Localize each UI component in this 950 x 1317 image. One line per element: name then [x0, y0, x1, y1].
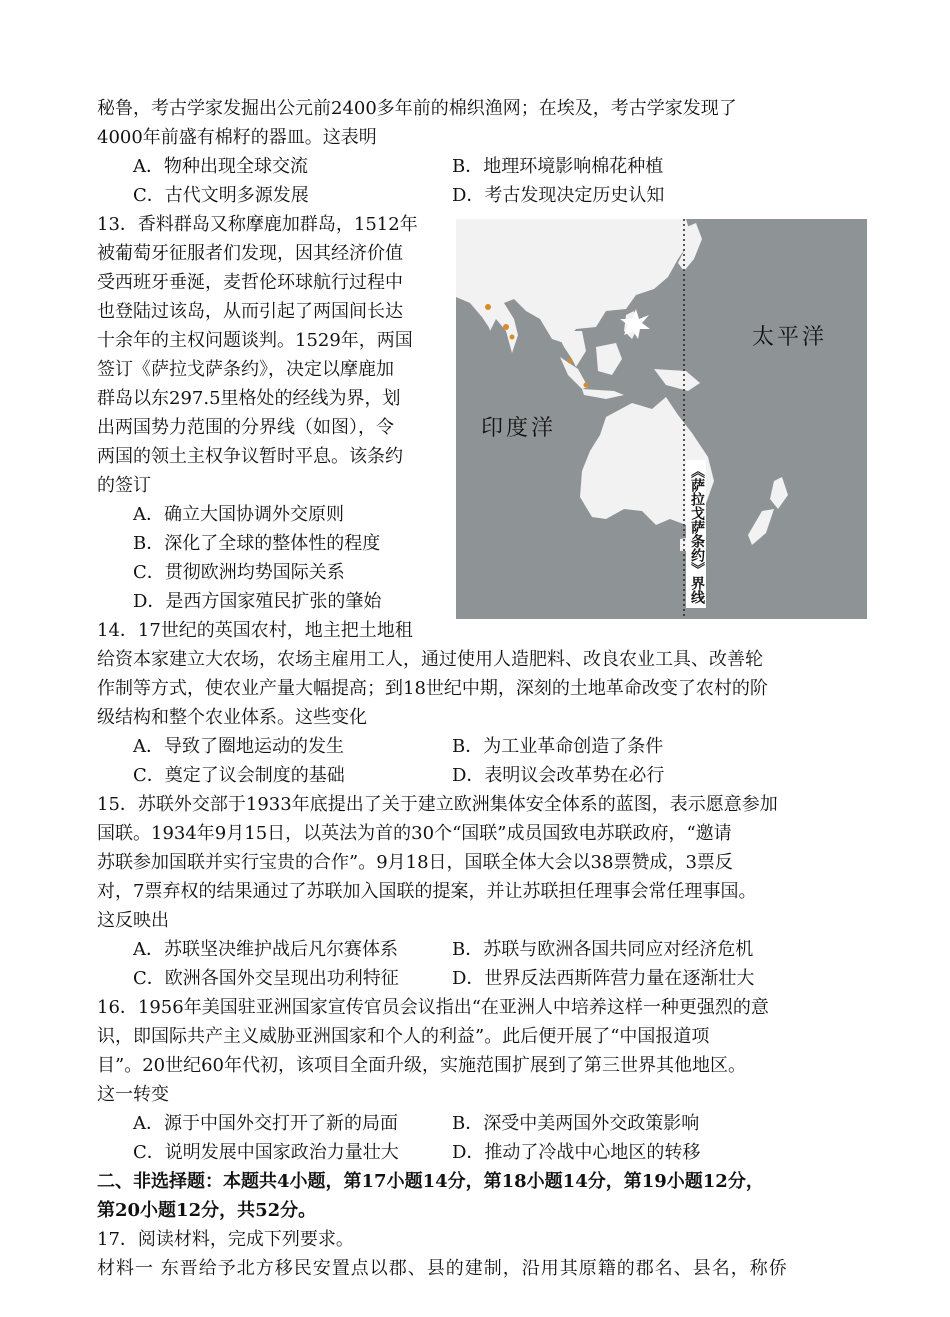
q14-option-b: B．为工业革命创造了条件: [452, 736, 664, 757]
q13-line-10: 的签订: [97, 475, 151, 496]
q13-line-9: 两国的领土主权争议暂时平息。该条约: [97, 446, 403, 467]
q14-line-3: 作制等方式，使农业产量大幅提高；到18世纪中期，深刻的土地革命改变了农村的阶: [97, 678, 768, 699]
q13-line-7: 群岛以东297.5里格处的经线为界，划: [97, 388, 401, 409]
q14-option-d: D．表明议会改革势在必行: [452, 765, 665, 786]
q13-option-c: C．贯彻欧洲均势国际关系: [133, 562, 345, 583]
q13-line-6: 签订《萨拉戈萨条约》，决定以摩鹿加: [97, 359, 394, 380]
q13-line-8: 出两国势力范围的分界线（如图），令: [97, 417, 394, 438]
q15-option-d: D．世界反法西斯阵营力量在逐渐壮大: [452, 968, 755, 989]
q17-intro: 17．阅读材料，完成下列要求。: [97, 1229, 354, 1250]
q16-option-d: D．推动了冷战中心地区的转移: [452, 1142, 701, 1163]
treaty-line-label: 《萨拉戈萨条约》界线: [686, 460, 706, 608]
q15-line-1: 15．苏联外交部于1933年底提出了关于建立欧洲集体安全体系的蓝图，表示愿意参加: [97, 794, 778, 815]
q16-line-3: 目”。20世纪60年代初，该项目全面升级，实施范围扩展到了第三世界其他地区。: [97, 1055, 747, 1076]
q13-line-1: 13．香料群岛又称摩鹿加群岛，1512年: [97, 214, 418, 235]
q13-line-2: 被葡萄牙征服者们发现，因其经济价值: [97, 243, 403, 264]
q16-option-b: B．深受中美两国外交政策影响: [452, 1113, 700, 1134]
q13-option-b: B．深化了全球的整体性的程度: [133, 533, 381, 554]
q15-option-b: B．苏联与欧洲各国共同应对经济危机: [452, 939, 754, 960]
q14-line-1: 14．17世纪的英国农村，地主把土地租: [97, 620, 413, 641]
pacific-ocean-label: 太平洋: [752, 325, 828, 350]
q14-option-a: A．导致了圈地运动的发生: [133, 736, 344, 757]
q12-option-d: D．考古发现决定历史认知: [452, 185, 665, 206]
q15-line-4: 对，7票弃权的结果通过了苏联加入国联的提案，并让苏联担任理事会常任理事国。: [97, 881, 757, 902]
q13-line-5: 十余年的主权问题谈判。1529年，两国: [97, 330, 413, 351]
moluccas-marker: [620, 309, 650, 339]
q16-line-2: 识，即国际共产主义威胁亚洲国家和个人的利益”。此后便开展了“中国报道项: [97, 1026, 710, 1047]
q17-material-1: 材料一 东晋给予北方移民安置点以郡、县的建制，沿用其原籍的郡名、县名，称侨: [97, 1258, 788, 1279]
q15-option-c: C．欧洲各国外交呈现出功利特征: [133, 968, 399, 989]
q14-line-4: 级结构和整个农业体系。这些变化: [97, 707, 367, 728]
q16-line-1: 16．1956年美国驻亚洲国家宣传官员会议指出“在亚洲人中培养这样一种更强烈的意: [97, 997, 769, 1018]
q15-line-5: 这反映出: [97, 910, 169, 931]
q12-option-a: A．物种出现全球交流: [133, 156, 308, 177]
q12-line-2: 4000年前盛有棉籽的器皿。这表明: [97, 127, 377, 148]
q16-option-c: C．说明发展中国家政治力量壮大: [133, 1142, 399, 1163]
q13-line-4: 也登陆过该岛，从而引起了两国间长达: [97, 301, 403, 322]
q15-line-3: 苏联参加国联并实行宝贵的合作”。9月18日，国联全体大会以38票赞成，3票反: [97, 852, 733, 873]
section2-heading-line-2: 第20小题12分，共52分。: [97, 1200, 317, 1221]
section2-heading-line-1: 二、非选择题：本题共4小题，第17小题14分，第18小题14分，第19小题12分，: [97, 1171, 764, 1192]
q14-option-c: C．奠定了议会制度的基础: [133, 765, 345, 786]
q12-line-1: 秘鲁，考古学家发掘出公元前2400多年前的棉织渔网；在埃及，考古学家发现了: [97, 98, 737, 119]
q13-line-3: 受西班牙垂涎，麦哲伦环球航行过程中: [97, 272, 403, 293]
q13-option-d: D．是西方国家殖民扩张的肇始: [133, 591, 382, 612]
q14-line-2: 给资本家建立大农场，农场主雇用工人，通过使用人造肥料、改良农业工具、改善轮: [97, 649, 763, 670]
indian-ocean-label: 印度洋: [481, 416, 557, 441]
q12-option-b: B．地理环境影响棉花种植: [452, 156, 664, 177]
q15-line-2: 国联。1934年9月15日，以英法为首的30个“国联”成员国致电苏联政府，“邀请: [97, 823, 732, 844]
q15-option-a: A．苏联坚决维护战后凡尔赛体系: [133, 939, 398, 960]
treaty-map: [456, 219, 867, 619]
q12-option-c: C．古代文明多源发展: [133, 185, 309, 206]
q16-option-a: A．源于中国外交打开了新的局面: [133, 1113, 398, 1134]
q16-line-4: 这一转变: [97, 1084, 169, 1105]
q13-option-a: A．确立大国协调外交原则: [133, 504, 344, 525]
